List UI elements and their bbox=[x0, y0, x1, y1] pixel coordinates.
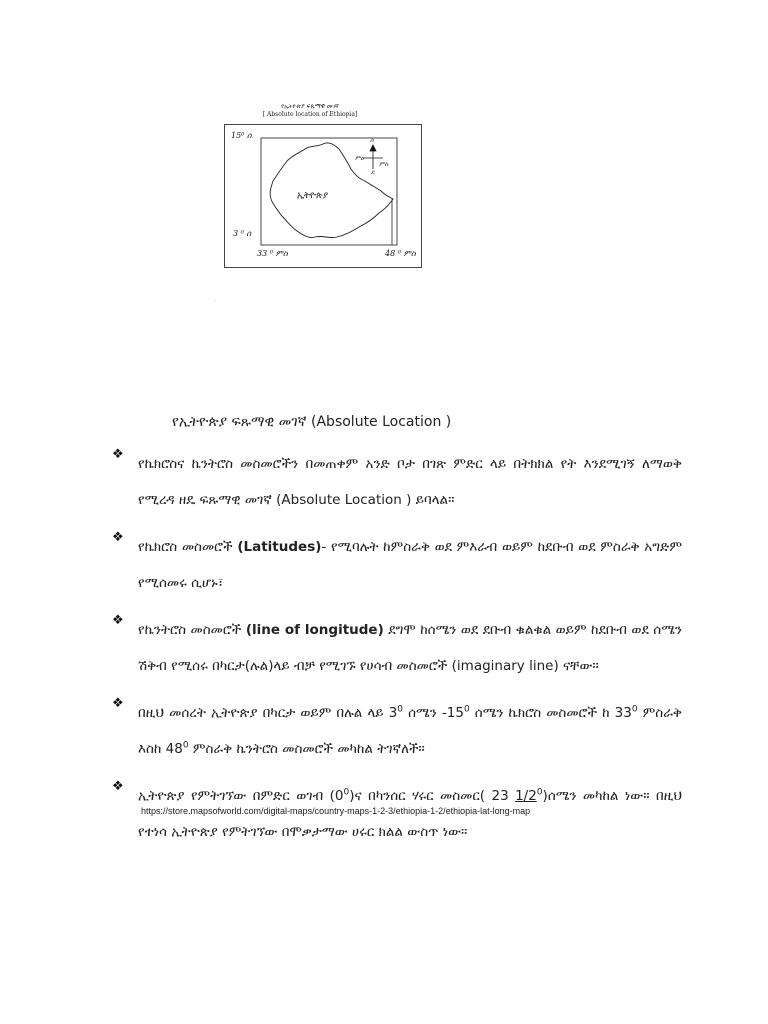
list-item bbox=[112, 695, 682, 767]
bullet-2-text-b: - የሚባሉት ከምስራቅ ወደ ምእራብ ወይም ከደቡብ ወደ ምስራቅ አግድም የሚሰመሩ ሲሆኑ፣ bbox=[138, 539, 682, 591]
bullet-5-part-2: )ና በካንሰር ሃሩር መስመር( 23 bbox=[349, 788, 516, 804]
diamond-bullet-icon: ❖ bbox=[112, 779, 124, 794]
list-item bbox=[112, 446, 682, 518]
compass-south-label: ደ bbox=[371, 169, 375, 176]
bullet-4-part-2: ሰሜን -15 bbox=[403, 705, 464, 721]
fraction-underlined: 1/2 bbox=[515, 788, 537, 804]
bullet-5-part-1: ኢትዮጵያ የምትገኘው በምድር ወገብ (0 bbox=[138, 788, 344, 804]
bullet-2-bold-term: (Latitudes) bbox=[237, 539, 322, 555]
bullet-1-text-b: (Absolute Location ) bbox=[276, 492, 412, 508]
degree-sup: 0 bbox=[343, 787, 350, 798]
compass-east-label: ምስ bbox=[379, 161, 389, 168]
heading-english: (Absolute Location ) bbox=[311, 414, 452, 430]
bullet-text bbox=[138, 695, 682, 767]
country-label: ኢትዮጵያ bbox=[297, 191, 329, 201]
bullet-text bbox=[138, 529, 682, 601]
bullet-text bbox=[138, 612, 682, 684]
longitude-33-label: 33 ⁰ ምስ bbox=[257, 249, 288, 258]
map-caption bbox=[220, 103, 400, 119]
bullet-4-part-5: ምስራቅ ኬንትሮስ መስመሮች መካከል ትገኛለች። bbox=[188, 741, 425, 757]
degree-sup: 0 bbox=[182, 740, 189, 751]
latitude-15-label: 15⁰ ሰ bbox=[231, 131, 252, 140]
bullet-1-text-c: ይባላል። bbox=[415, 492, 455, 508]
bullet-3-text-a: የኬንትሮስ መስመሮች bbox=[138, 622, 242, 638]
lat-long-frame bbox=[261, 138, 397, 245]
ethiopia-outline bbox=[270, 143, 393, 238]
latitude-3-label: 3 ⁰ ሰ bbox=[233, 229, 252, 238]
bullet-4-part-3: ሰሜን ኬክሮስ መስመሮች ከ 33 bbox=[469, 705, 632, 721]
map-caption-subtitle: [ Absolute location of Ethiopia] bbox=[262, 111, 358, 118]
diamond-bullet-icon: ❖ bbox=[112, 530, 124, 545]
degree-sup: 0 bbox=[463, 704, 470, 715]
list-item bbox=[112, 529, 682, 601]
bullet-3-text-d: ናቸው። bbox=[563, 658, 599, 674]
diamond-bullet-icon: ❖ bbox=[112, 613, 124, 628]
compass-north-label: ሰ bbox=[370, 137, 374, 144]
diamond-bullet-icon: ❖ bbox=[112, 696, 124, 711]
ethiopia-map bbox=[224, 124, 422, 268]
bullet-list bbox=[112, 446, 682, 861]
degree-sup: 0 bbox=[397, 704, 404, 715]
bullet-3-bold-term: (line of longitude) bbox=[245, 622, 384, 638]
list-item bbox=[112, 612, 682, 684]
diamond-bullet-icon: ❖ bbox=[112, 447, 124, 462]
degree-sup: 0 bbox=[631, 704, 638, 715]
source-url: https://store.mapsofworld.com/digital-maps/country-maps-1-2-3/ethiopia-1-2/ethiopia-lat-long-map bbox=[141, 806, 531, 816]
bullet-3-text-b: ደግሞ ከሰሜን ወደ ደቡብ ቁልቁል ወይም ከደቡብ ወደ ሰሜን ሽቅብ የሚሰሩ በካርታ(ሉል)ላይ ብቻ የሚገኙ የሀሳብ መስመሮች bbox=[138, 622, 682, 674]
bullet-1-text-a: የኬክሮስና ኬንትሮስ መስመሮችን በመጠቀም አንድ ቦታ በገጽ ምድር ላይ በትክክል የት እንደሚገኝ ለማወቅ የሚረዳ ዘዴ ፍጹማዊ መገኛ bbox=[138, 456, 682, 508]
stray-mark: . bbox=[214, 296, 216, 303]
bullet-4-part-1: በዚህ መሰረት ኢትዮጵያ በካርታ ወይም በሉል ላይ 3 bbox=[138, 705, 398, 721]
section-heading bbox=[172, 414, 451, 430]
bullet-4-part-4: ምስራቅ እስከ 48 bbox=[138, 705, 682, 757]
compass-west-label: ምዕ bbox=[355, 155, 364, 162]
bullet-text bbox=[138, 446, 682, 518]
longitude-48-label: 48 ⁰ ምስ bbox=[385, 249, 416, 258]
degree-sup: 0 bbox=[536, 787, 543, 798]
bullet-5-part-3: )ሰሜን መካከል ነው። በዚህ የተነሳ ኢትዮጵያ የምትገኘው በሞቃታማው ሀሩር ክልል ውስጥ ነው። bbox=[138, 788, 682, 840]
heading-amharic: የኢትዮጵያ ፍጹማዊ መገኛ bbox=[172, 414, 307, 430]
bullet-3-text-c: (imaginary line) bbox=[451, 658, 559, 674]
map-caption-title: የኢትዮጵያ ፍጹማዊ መገኛ bbox=[281, 103, 339, 110]
bullet-2-text-a: የኬክሮስ መስመሮች bbox=[138, 539, 233, 555]
